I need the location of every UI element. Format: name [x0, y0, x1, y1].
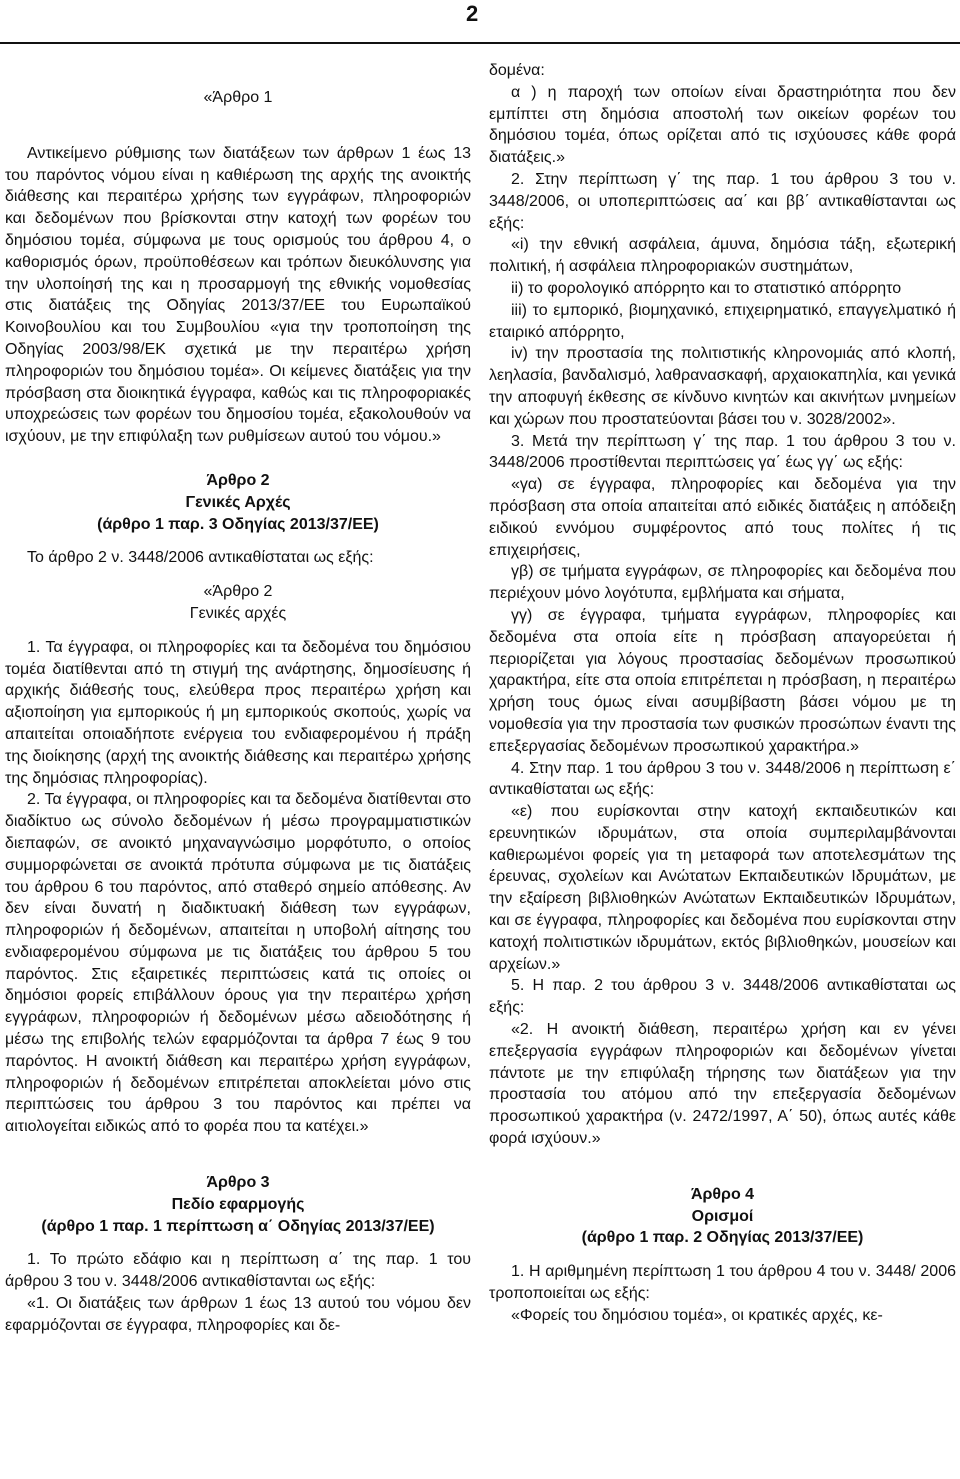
right-paragraph: «2. Η ανοικτή διάθεση, περαιτέρω χρήση και εν γένει επεξεργασία εγγράφων πληροφοριών και δεδομένων γίνεται πάντοτε με την επιφύλαξη τήρησης των διατάξεων για την προστασία του ατόμου από την επεξεργασία δεδομένων προσωπικού χαρακτήρα (ν. 2472/1997, Α΄ 50), όπως αυτές κάθε φορά ισχύουν.» [489, 1021, 956, 1148]
article-1-paragraph: Αντικείμενο ρύθμισης των διατάξεων των άρθρων 1 έως 13 του παρόντος νόμου είναι η καθιέρωση της αρχής της ανοικτής διάθεσης και περαιτέρω χρήσης των εγγράφων, πληροφοριών και δεδομένων που βρίσκονται στην κατοχή των φορέων του δημόσιου τομέα, σύμφωνα με τους ορισμούς του άρθρου 4, ο καθορισμός όρων, προϋποθέσεων και τρόπων διευκόλυνσης για την υλοποίησή της και η προσαρμογή της εθνικής νομοθεσίας στις διατάξεις της Οδηγίας 2013/37/ΕΕ του Ευρωπαϊκού Κοινοβουλίου και του Συμβουλίου «για την τροποποίηση της Οδηγίας 2003/98/ΕΚ σχετικά με την περαιτέρω χρήση πληροφοριών του δημόσιου τομέα». Οι κείμενες διατάξεις για την πρόσβαση στα διοικητικά έγγραφα, καθώς και τις πληροφοριακές υποχρεώσεις των φορέων του δημοσίου τομέα, εξακολουθούν να ισχύουν, με την επιφύλαξη των ρυθμίσεων αυτού του νόμου.» [5, 144, 471, 446]
left-column [5, 87, 471, 1337]
page-number: 2 [466, 1, 479, 26]
article-2-intro: Το άρθρο 2 ν. 3448/2006 αντικαθίσταται ως εξής: [27, 549, 374, 567]
article-2-heading: Άρθρο 2 [206, 471, 270, 489]
right-paragraph: 5. Η παρ. 2 του άρθρου 3 ν. 3448/2006 αντικαθίσταται ως εξής: [489, 977, 956, 1017]
article-2-subheading: Γενικές Αρχές [185, 493, 291, 511]
right-paragraph: γγ) σε έγγραφα, τμήματα εγγράφων, πληροφορίες και δεδομένα στα οποία είτε η πρόσβαση απαγορεύεται ή περιορίζεται για λόγους προστασίας δεδομένων προσωπικού χαρακτήρα, είτε στα οποία επιτρέπεται η πρόσβαση, η περαιτέρω χρήση τους όμως είναι ασυμβίβαστη βάσει νόμου με τη νομοθεσία για την προστασία των φυσικών προσώπων έναντι της επεξεργασίας δεδομένων προσωπικού χαρακτήρα.» [489, 606, 956, 755]
right-column [489, 60, 956, 1327]
right-paragraph: «ε) που ευρίσκονται στην κατοχή εκπαιδευτικών και ερευνητικών ιδρυμάτων, στα οποία συμπεριλαμβάνονται καθιερωμένοι φορείς για τη μεταφορά των αποτελεσμάτων της έρευνας, σχολείων και Ανώτατων Εκπαιδευτικών Ιδρυμάτων, με την εξαίρεση βιβλιοθηκών Ανώτατων Εκπαιδευτικών Ιδρυμάτων, και σε έγγραφα, πληροφορίες και δεδομένα που ευρίσκονται στην κατοχή πολιτιστικών ιδρυμάτων, εκτός βιβλιοθηκών, μουσείων και αρχείων.» [489, 803, 956, 973]
article-4-reference: (άρθρο 1 παρ. 2 Οδηγίας 2013/37/ΕΕ) [581, 1229, 864, 1247]
right-paragraph: iv) την προστασία της πολιτιστικής κληρονομιάς από κλοπή, λεηλασία, βανδαλισμό, λαθρανασκαφή, αρχαιοκαπηλία, και γενικά την αποφυγή έκθεσης σε κίνδυνο κινητών και ακινήτων μνημείων και χώρων που προστατεύονται βάσει του ν. 3028/2002». [489, 345, 956, 428]
article-2-quote-subtitle: Γενικές αρχές [189, 604, 287, 622]
right-paragraph: «i) την εθνική ασφάλεια, άμυνα, δημόσια τάξη, εξωτερική πολιτική, ή ασφάλεια πληροφοριακών συστημάτων, [489, 236, 956, 276]
right-paragraph: «γα) σε έγγραφα, πληροφορίες και δεδομένα για την πρόσβαση στα οποία απαιτείται από ειδικές διατάξεις η απόδειξη ειδικού εννόμου συμφέροντος από τους πολίτες ή τις επιχειρήσεις, [489, 476, 956, 559]
article-4-subheading: Ορισμοί [691, 1207, 754, 1225]
right-paragraph: α ) η παροχή των οποίων είναι δραστηριότητα που δεν εμπίπτει στη δημόσια αποστολή των οικείων φορέων του δημόσιου τομέα, όπως ορίζεται από τις ισχύουσες κάθε φορά διατάξεις.» [489, 83, 956, 167]
right-paragraph: 2. Στην περίπτωση γ΄ της παρ. 1 του άρθρου 3 του ν. 3448/2006, οι υποπεριπτώσεις αα΄ και ββ΄ αντικαθίστανται ως εξής: [489, 170, 956, 232]
article-4-heading: Άρθρο 4 [690, 1185, 755, 1203]
article-1-quote-title: «Άρθρο 1 [203, 89, 273, 106]
article-3-paragraph-1: 1. Το πρώτο εδάφιο και η περίπτωση α΄ της παρ. 1 του άρθρου 3 του ν. 3448/2006 αντικαθίστανται ως εξής: [5, 1251, 471, 1291]
article-2-quote-title: «Άρθρο 2 [203, 583, 273, 601]
article-4-paragraph-2: «Φορείς του δημόσιου τομέα», οι κρατικές αρχές, κε- [511, 1306, 883, 1324]
right-paragraph: ii) το φορολογικό απόρρητο και το στατιστικό απόρρητο [511, 279, 902, 297]
right-paragraph: 3. Μετά την περίπτωση γ΄ της παρ. 1 του άρθρου 3 του ν. 3448/2006 προστίθενται περιπτώσεις γα΄ έως γγ΄ ως εξής: [489, 432, 956, 472]
right-paragraph: iii) το εμπορικό, βιομηχανικό, επιχειρηματικό, επαγγελματικό ή εταιρικό απόρρητο, [489, 301, 956, 341]
article-3-heading: Άρθρο 3 [206, 1174, 270, 1192]
header-rule [0, 42, 960, 44]
continuation-text: δομένα: [489, 62, 545, 79]
right-paragraph: 4. Στην παρ. 1 του άρθρου 3 του ν. 3448/2006 η περίπτωση ε΄ αντικαθίσταται ως εξής: [489, 759, 956, 799]
article-3-reference: (άρθρο 1 παρ. 1 περίπτωση α΄ Οδηγίας 2013/37/ΕΕ) [41, 1217, 435, 1235]
article-2-reference: (άρθρο 1 παρ. 3 Οδηγίας 2013/37/ΕΕ) [97, 515, 379, 533]
article-2-paragraph-2: 2. Τα έγγραφα, οι πληροφορίες και τα δεδομένα διατίθενται στο διαδίκτυο ως σύνολο δεδομένων ή μέσω προγραμματιστικών διεπαφών, σε ανοικτό μηχαναγνώσιμο μορφότυπο, ο οποίος συμμορφώνεται σε ανοικτά πρότυπα σύμφωνα με τις διατάξεις του άρθρου 6 του παρόντος, από σταθερό σημείο απόθεσης. Αν δεν είναι δυνατή η διαδικτυακή διάθεση των εγγράφων, πληροφοριών ή δεδομένων, απαιτείται η υποβολή αίτησης του ενδιαφερομένου σύμφωνα με τις διατάξεις του άρθρου 5 του παρόντος. Στις εξαιρετικές περιπτώσεις κατά τις οποίες οι δημόσιοι φορείς επιβάλλουν όρους για την περαιτέρω χρήση εγγράφων, πληροφοριών ή δεδομένων μέσω αδειοδότησης ή μέσω της επιβολής τελών εφαρμόζονται τα άρθρα 7 έως 9 του παρόντος. Η ανοικτή διάθεση και περαιτέρω χρήση εγγράφων, πληροφοριών ή δεδομένων επιτρέπεται αποκλείεται μόνο στις περιπτώσεις του άρθρου 3 του παρόντος και πρέπει να αιτιολογείται ειδικώς από το φορέα που τα κατέχει.» [5, 791, 471, 1136]
article-4-paragraph-1: 1. Η αριθμημένη περίπτωση 1 του άρθρου 4 του ν. 3448/ 2006 τροποποιείται ως εξής: [489, 1263, 956, 1303]
article-2-paragraph-1: 1. Τα έγγραφα, οι πληροφορίες και τα δεδομένα του δημόσιου τομέα διατίθενται από τη στιγμή της ανάρτησης, δημοσίευσης ή αρχικής διάθεσής τους, ελεύθερα προς περαιτέρω χρήση και αξιοποίηση για εμπορικούς ή μη εμπορικούς σκοπούς, χωρίς να απαιτείται οποιαδήποτε ενέργεια του ενδιαφερομένου ή πράξη της διοίκησης (αρχή της ανοικτής διάθεσης και περαιτέρω χρήσης της δημόσιας πληροφορίας). [5, 638, 471, 787]
right-paragraph: γβ) σε τμήματα εγγράφων, σε πληροφορίες και δεδομένα που περιέχουν μόνο λογότυπα, εμβλήματα και σήματα, [489, 563, 956, 603]
article-3-subheading: Πεδίο εφαρμογής [171, 1195, 305, 1213]
article-3-paragraph-2: «1. Οι διατάξεις των άρθρων 1 έως 13 αυτού του νόμου δεν εφαρμόζονται σε έγγραφα, πληροφορίες και δε- [5, 1295, 471, 1334]
